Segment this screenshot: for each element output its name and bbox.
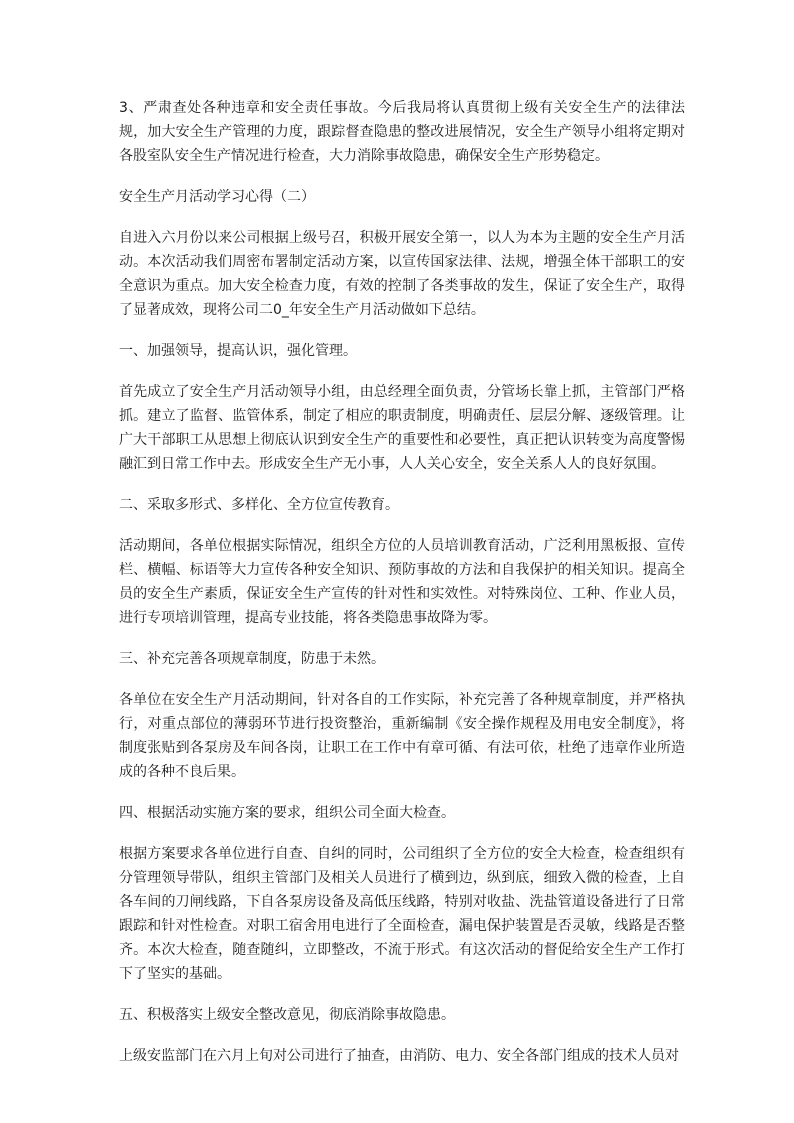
paragraph-4: 根据方案要求各单位进行自查、自纠的同时，公司组织了全方位的安全大检查，检查组织有分管理领导带队，组织主管部门及相关人员进行了横到边，纵到底，细致入微的检查，上自各车间的刀闸线路，下自各泵房设备及高低压线路，特别对收盐、洗盐管道设备进行了日常跟踪和针对性检查。对职工宿舍用电进行了全面检查，漏电保护装置是否灵敏，线路是否整齐。本次大检查，随查随纠，立即整改，不流于形式。有这次活动的督促给安全生产工作打下了坚实的基础。 <box>119 846 685 982</box>
paragraph-1: 首先成立了安全生产月活动领导小组，由总经理全面负责，分管场长靠上抓，主管部门严格抓。建立了监督、监管体系，制定了相应的职责制度，明确责任、层层分解、逐级管理。让广大干部职工从思想上彻底认识到安全生产的重要性和必要性，真正把认识转变为高度警惕融汇到日常工作中去。形成安全生产无小事，人人关心安全，安全关系人人的良好氛围。 <box>119 384 685 472</box>
heading-3: 三、补充完善各项规章制度，防患于未然。 <box>119 651 385 667</box>
document-body <box>119 96 685 1068</box>
intro-paragraph: 自进入六月份以来公司根据上级号召，积极开展安全第一，以人为本为主题的安全生产月活动。本次活动我们周密布署制定活动方案，以宣传国家法律、法规，增强全体干部职工的安全意识为重点。加大安全检查力度，有效的控制了各类事故的发生，保证了安全生产，取得了显著成效，现将公司二0_年安全生产月活动做如下总结。 <box>119 230 685 318</box>
heading-1: 一、加强领导，提高认识，强化管理。 <box>119 343 357 359</box>
heading-4: 四、根据活动实施方案的要求，组织公司全面大检查。 <box>119 805 455 821</box>
heading-2: 二、采取多形式、多样化、全方位宣传教育。 <box>119 497 399 513</box>
paragraph-5: 上级安监部门在六月上旬对公司进行了抽查，由消防、电力、安全各部门组成的技术人员对 <box>119 1048 679 1064</box>
heading-5: 五、积极落实上级安全整改意见，彻底消除事故隐患。 <box>119 1007 455 1023</box>
paragraph-item-3: 3、严肃查处各种违章和安全责任事故。今后我局将认真贯彻上级有关安全生产的法律法规，加大安全生产管理的力度，跟踪督查隐患的整改进展情况，安全生产领导小组将定期对各股室队安全生产情况进行检查，大力消除事故隐患，确保安全生产形势稳定。 <box>119 100 685 164</box>
section-title: 安全生产月活动学习心得（二） <box>119 189 315 205</box>
paragraph-2: 活动期间，各单位根据实际情况，组织全方位的人员培训教育活动，广泛利用黑板报、宣传栏、横幅、标语等大力宣传各种安全知识、预防事故的方法和自我保护的相关知识。提高全员的安全生产素质，保证安全生产宣传的针对性和实效性。对特殊岗位、工种、作业人员，进行专项培训管理，提高专业技能，将各类隐患事故降为零。 <box>119 538 685 626</box>
paragraph-3: 各单位在安全生产月活动期间，针对各自的工作实际，补充完善了各种规章制度，并严格执行，对重点部位的薄弱环节进行投资整治，重新编制《安全操作规程及用电安全制度》，将制度张贴到各泵房及车间各岗，让职工在工作中有章可循、有法可依，杜绝了违章作业所造成的各种不良后果。 <box>119 692 685 780</box>
